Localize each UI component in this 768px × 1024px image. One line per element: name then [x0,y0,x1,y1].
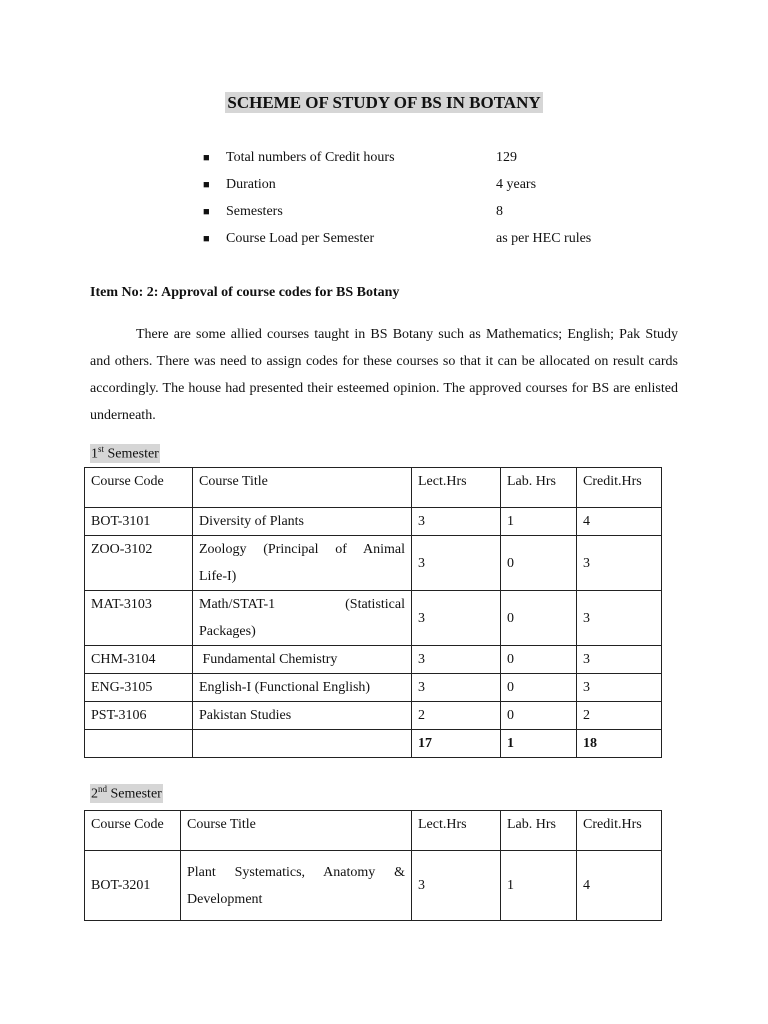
course-code: CHM-3104 [85,646,193,674]
bullet-icon: ■ [203,206,210,218]
course-title [193,536,412,591]
course-title [193,591,412,646]
lect-hrs: 3 [412,674,501,702]
course-title: Pakistan Studies [193,702,412,730]
lect-hrs: 3 [412,851,501,921]
semester-label: Semester [107,786,162,802]
course-title-line-2: Packages) [199,624,256,639]
semester-2-table [84,810,662,921]
total-credit-hrs: 18 [577,730,662,758]
credit-hrs: 4 [577,851,662,921]
course-title-line-2: Life-I) [199,569,237,584]
bullet-icon: ■ [203,152,210,164]
course-code: BOT-3101 [85,508,193,536]
table-row [85,674,662,702]
table-row [85,536,662,591]
lab-hrs: 0 [501,646,577,674]
semester-ordinal: nd [98,784,107,794]
course-title: English-I (Functional English) [193,674,412,702]
bullet-icon: ■ [203,179,210,191]
table-row [85,851,662,921]
semester-number: 2 [91,786,98,802]
table-row [85,702,662,730]
lab-hrs: 0 [501,674,577,702]
semester-1-table [84,467,662,758]
lect-hrs: 3 [412,646,501,674]
course-title-line-1: Zoology (Principal of Animal [199,542,405,557]
header-code: Course Code [85,811,181,851]
course-code: MAT-3103 [85,591,193,646]
intro-paragraph [90,321,678,429]
course-code: PST-3106 [85,702,193,730]
lect-hrs: 2 [412,702,501,730]
credit-hrs: 3 [577,646,662,674]
semester-ordinal: st [98,444,105,454]
header-code: Course Code [85,468,193,508]
semester-2-heading [90,784,163,803]
header-credit: Credit.Hrs [577,468,662,508]
header-lect: Lect.Hrs [412,811,501,851]
course-title-line-1: Plant Systematics, Anatomy & [187,864,405,880]
header-title: Course Title [193,468,412,508]
course-title-line-1: Math/STAT-1 (Statistical [199,597,405,612]
summary-item [200,204,660,231]
lab-hrs: 1 [501,851,577,921]
summary-value: 4 years [496,177,537,192]
course-title: Fundamental Chemistry [193,646,412,674]
lab-hrs: 0 [501,536,577,591]
credit-hrs: 2 [577,702,662,730]
credit-hrs: 3 [577,674,662,702]
lect-hrs: 3 [412,536,501,591]
lab-hrs: 1 [501,508,577,536]
document-title [0,93,768,113]
title-text: SCHEME OF STUDY OF BS IN BOTANY [227,93,541,112]
course-title [181,851,412,921]
summary-label: Semesters [226,204,283,219]
summary-label: Course Load per Semester [226,231,375,246]
header-lect: Lect.Hrs [412,468,501,508]
summary-label: Total numbers of Credit hours [226,150,395,165]
semester-1-heading [90,444,160,463]
summary-item [200,231,660,258]
lect-hrs: 3 [412,508,501,536]
summary-value: 8 [496,204,503,219]
course-code: ZOO-3102 [85,536,193,591]
header-title: Course Title [181,811,412,851]
item-heading: Item No: 2: Approval of course codes for BS Botany [90,285,400,300]
lab-hrs: 0 [501,702,577,730]
paragraph-text: There are some allied courses taught in BS Botany such as Mathematics; English; Pak Study and others. There was need to assign codes for these courses so that it can be allocated on result cards accordingly. The house had presented their esteemed opinion. The approved courses for BS are enlisted underneath. [90,327,678,423]
lab-hrs: 0 [501,591,577,646]
semester-label: Semester [104,446,159,462]
credit-hrs: 3 [577,591,662,646]
summary-value: as per HEC rules [496,231,592,246]
credit-hrs: 3 [577,536,662,591]
table-row [85,591,662,646]
summary-value: 129 [496,150,517,165]
table-header-row [85,811,662,851]
course-title-line-2: Development [187,891,263,907]
table-header-row [85,468,662,508]
total-lab-hrs: 1 [501,730,577,758]
total-title-cell [193,730,412,758]
total-lect-hrs: 17 [412,730,501,758]
bullet-icon: ■ [203,233,210,245]
summary-list [200,150,660,258]
summary-label: Duration [226,177,276,192]
table-row [85,508,662,536]
summary-item [200,150,660,177]
semester-number: 1 [91,446,98,462]
course-code: BOT-3201 [85,851,181,921]
table-row [85,646,662,674]
course-title: Diversity of Plants [193,508,412,536]
course-code: ENG-3105 [85,674,193,702]
total-code-cell [85,730,193,758]
table-total-row [85,730,662,758]
header-credit: Credit.Hrs [577,811,662,851]
credit-hrs: 4 [577,508,662,536]
header-lab: Lab. Hrs [501,468,577,508]
lect-hrs: 3 [412,591,501,646]
header-lab: Lab. Hrs [501,811,577,851]
summary-item [200,177,660,204]
